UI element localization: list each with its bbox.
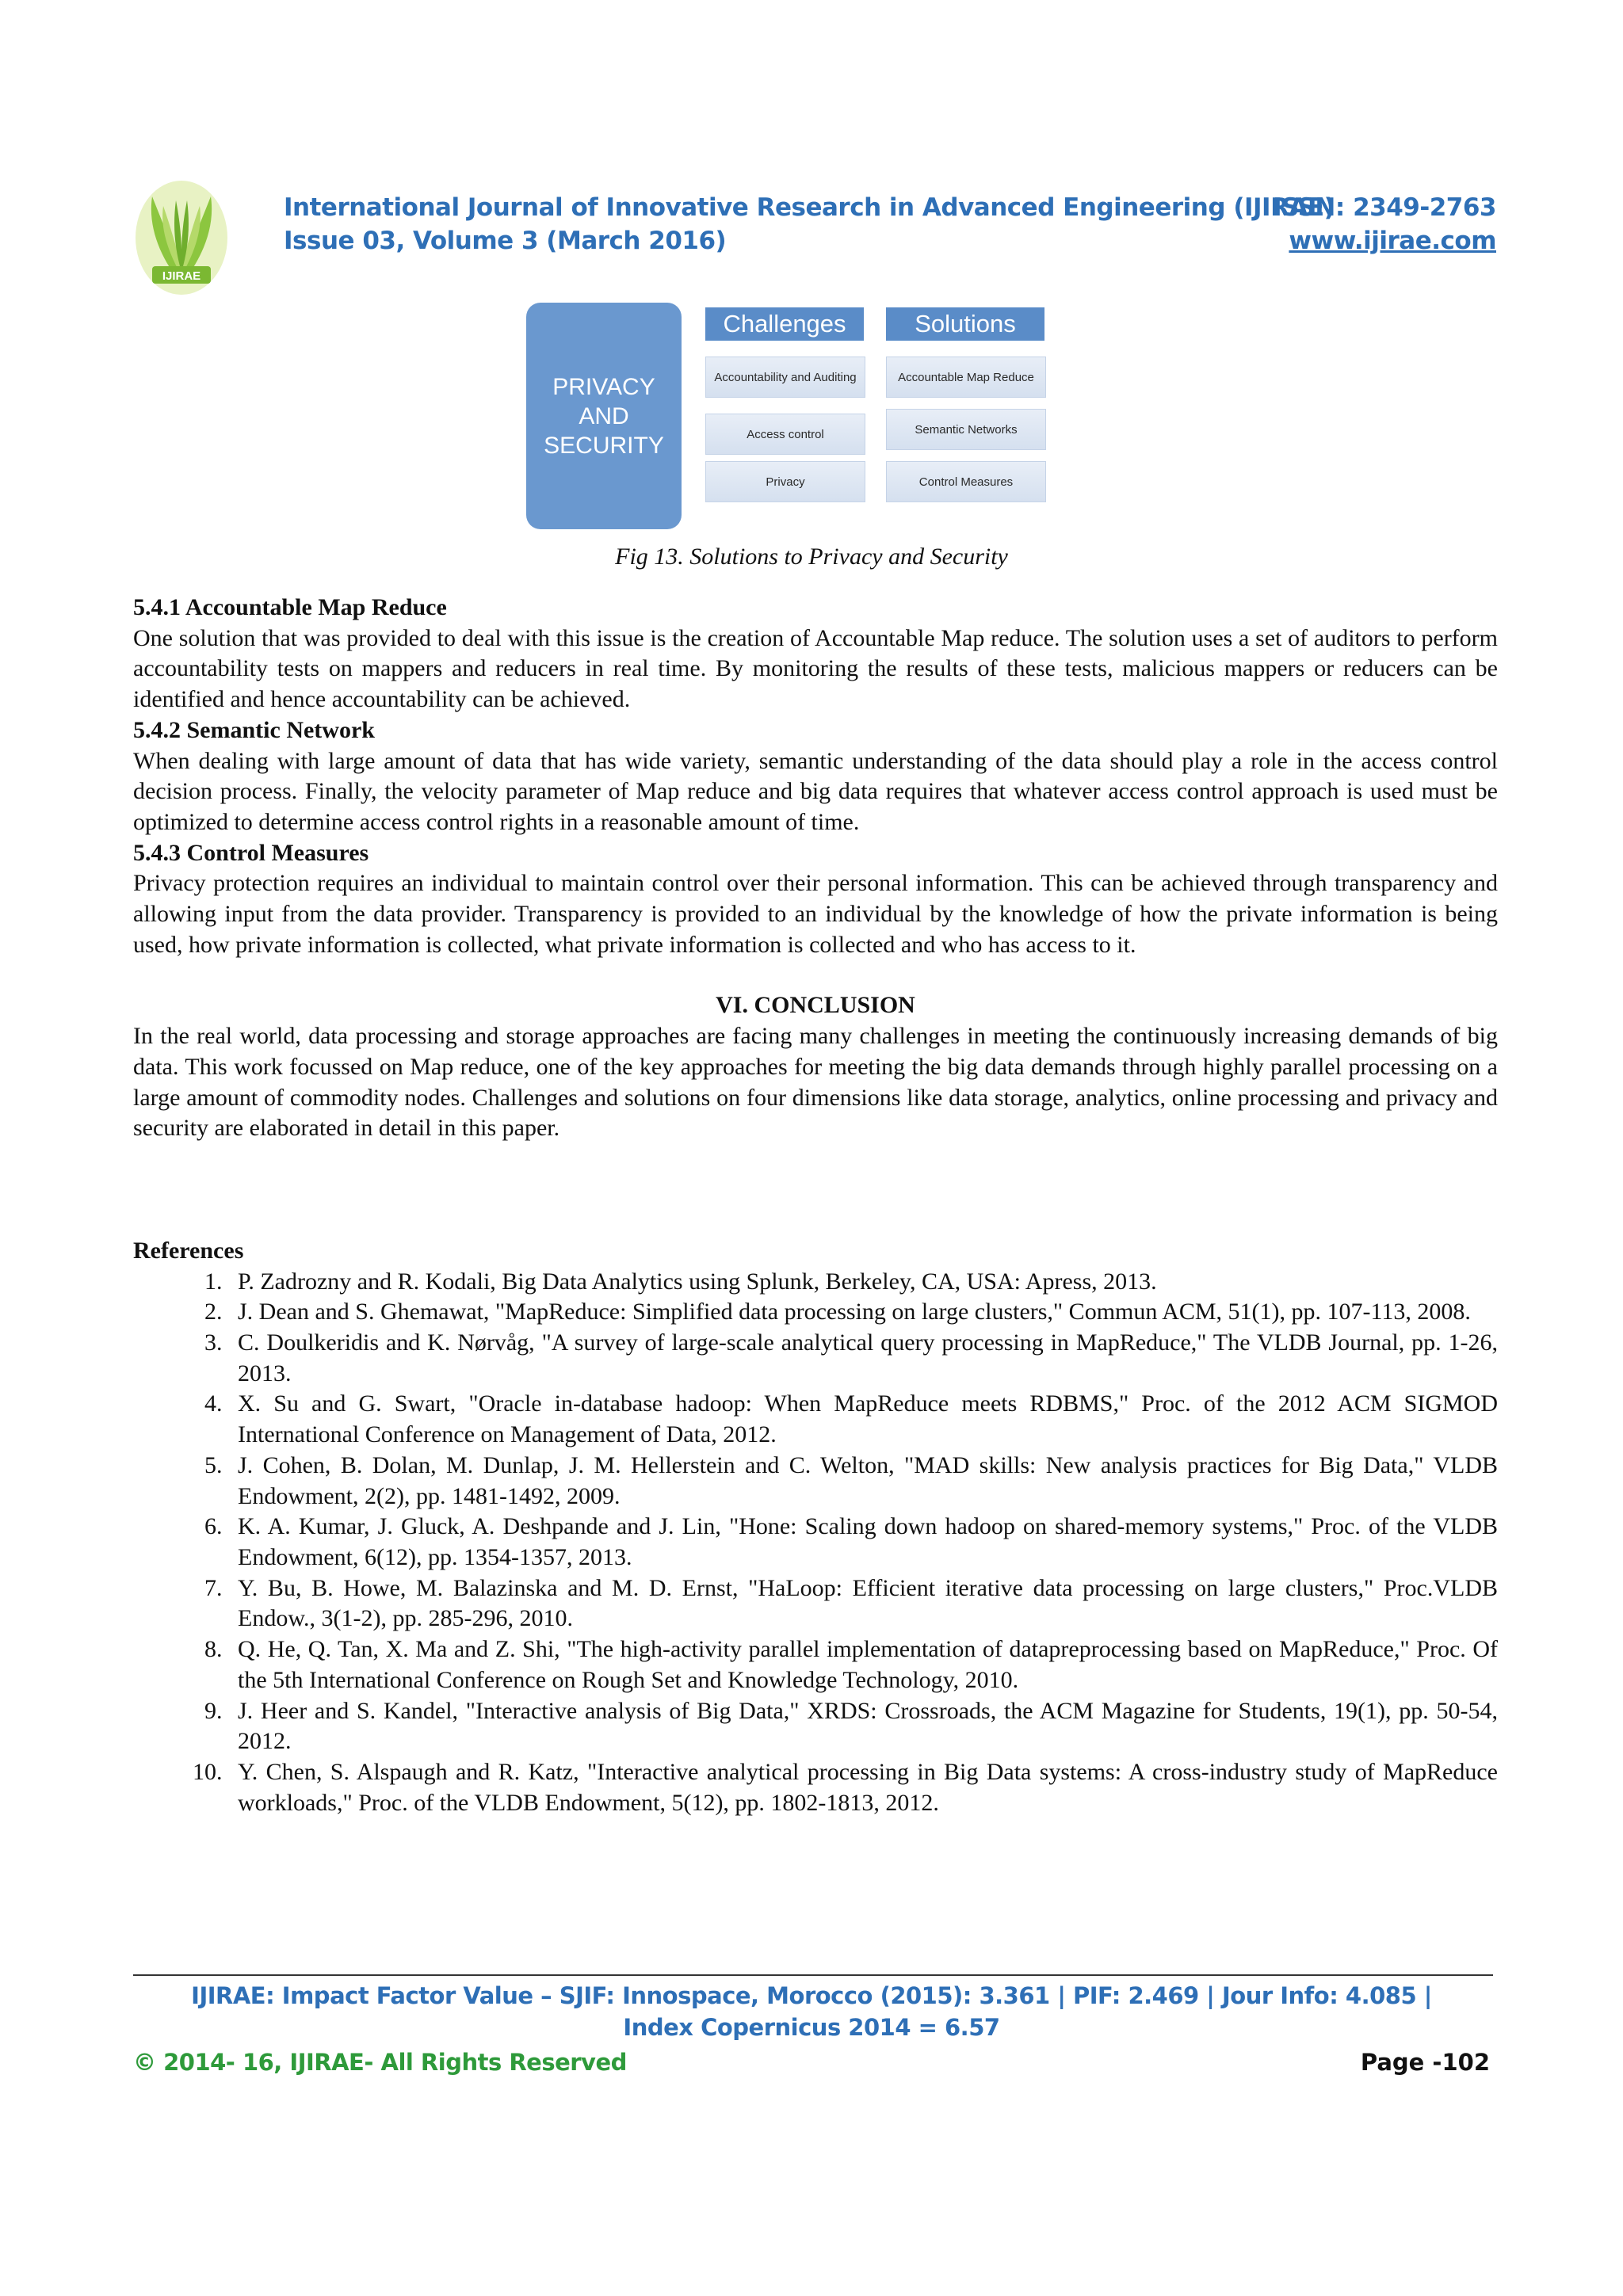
section-paragraph: When dealing with large amount of data that has wide variety, semantic understanding of the data should play a role in the access control decision process. Finally, the velocity parameter of Map reduce and big data requires that whatever access control approach is used must be optimized to determine access control rights in a reasonable amount of time.: [133, 747, 1498, 835]
reference-item: 1. P. Zadrozny and R. Kodali, Big Data Analytics using Splunk, Berkeley, CA, USA: Apress, 2013.: [228, 1267, 1498, 1298]
reference-item: 3. C. Doulkeridis and K. Nørvåg, "A survey of large-scale analytical query processing in MapReduce," The VLDB Journal, pp. 1-26, 2013.: [228, 1328, 1498, 1389]
section-paragraph: Privacy protection requires an individual to maintain control over their personal information. This can be achieved through transparency and allowing input from the data provider. Transparency is provided to an individual by the knowledge of how the private information is being used, how private information is collected, what private information is collected and who has access to it.: [133, 870, 1498, 958]
reference-item: 7. Y. Bu, B. Howe, M. Balazinska and M. D. Ernst, "HaLoop: Efficient iterative data processing on large clusters," Proc.VLDB Endow., 3(1-2), pp. 285-296, 2010.: [228, 1573, 1498, 1634]
solution-box: Semantic Networks: [886, 409, 1046, 450]
journal-title: International Journal of Innovative Research in Advanced Engineering (IJIRAE): [284, 193, 1335, 222]
figure-caption: Fig 13. Solutions to Privacy and Security: [615, 543, 1008, 570]
svg-text:IJIRAE: IJIRAE: [162, 269, 201, 283]
website-link[interactable]: www.ijirae.com: [1289, 227, 1496, 255]
references-list: [133, 1267, 1498, 1819]
issn: ISSN: 2349-2763: [1273, 193, 1496, 222]
challenge-box: Access control: [705, 414, 865, 455]
solution-box: Control Measures: [886, 461, 1046, 502]
reference-item: 6. K. A. Kumar, J. Gluck, A. Deshpande and J. Lin, "Hone: Scaling down hadoop on shared-memory systems," Proc. of the VLDB Endowment, 6(12), pp. 1354-1357, 2013.: [228, 1512, 1498, 1573]
article-body: [133, 593, 1498, 1818]
solution-box: Accountable Map Reduce: [886, 357, 1046, 398]
reference-item: 5. J. Cohen, B. Dolan, M. Dunlap, J. M. Hellerstein and C. Welton, "MAD skills: New analysis practices for Big Data," VLDB Endowment, 2(2), pp. 1481-1492, 2009.: [228, 1451, 1498, 1512]
index-copernicus-info: Index Copernicus 2014 = 6.57: [623, 2014, 1000, 2041]
privacy-security-diagram: [526, 303, 1049, 532]
reference-item: 4. X. Su and G. Swart, "Oracle in-database hadoop: When MapReduce meets RDBMS," Proc. of the 2012 ACM SIGMOD International Conference on Management of Data, 2012.: [228, 1389, 1498, 1450]
reference-item: 8. Q. He, Q. Tan, X. Ma and Z. Shi, "The high-activity parallel implementation of datapreprocessing based on MapReduce," Proc. Of the 5th International Conference on Rough Set and Knowledge Technology, 2010.: [228, 1634, 1498, 1695]
solutions-header: Solutions: [886, 307, 1044, 341]
reference-item: 2. J. Dean and S. Ghemawat, "MapReduce: Simplified data processing on large clusters," Commun ACM, 51(1), pp. 107-113, 2008.: [228, 1297, 1498, 1328]
section-paragraph: One solution that was provided to deal with this issue is the creation of Accountable Map reduce. The solution uses a set of auditors to perform accountability tests on mappers and reducers in real time. By monitoring the results of these tests, malicious mappers or reducers can be identified and hence accountability can be achieved.: [133, 624, 1498, 713]
issue-info: Issue 03, Volume 3 (March 2016): [284, 227, 727, 255]
ijirae-logo: [130, 165, 233, 298]
copyright: © 2014- 16, IJIRAE- All Rights Reserved: [133, 2049, 627, 2076]
challenge-box: Accountability and Auditing: [705, 357, 865, 398]
reference-item: 10. Y. Chen, S. Alspaugh and R. Katz, "Interactive analytical processing in Big Data systems: A cross-industry study of MapReduce workloads," Proc. of the VLDB Endowment, 5(12), pp. 1802-1813, 2012.: [228, 1757, 1498, 1818]
page-number: Page -102: [1360, 2049, 1490, 2076]
reference-item: 9. J. Heer and S. Kandel, "Interactive analysis of Big Data," XRDS: Crossroads, the ACM Magazine for Students, 19(1), pp. 50-54, 2012.: [228, 1696, 1498, 1757]
section-heading: 5.4.3 Control Measures: [133, 839, 369, 866]
challenge-box: Privacy: [705, 461, 865, 502]
section-heading: 5.4.2 Semantic Network: [133, 716, 375, 743]
footer-divider: [133, 1974, 1493, 1976]
conclusion-heading: VI. CONCLUSION: [716, 992, 915, 1019]
references-title: References: [133, 1237, 244, 1264]
diagram-main-box: PRIVACY AND SECURITY: [526, 303, 682, 529]
conclusion-paragraph: In the real world, data processing and storage approaches are facing many challenges in meeting the continuously increasing demands of big data. This work focussed on Map reduce, one of the key approaches for meeting the big data demands through highly parallel processing on a large amount of commodity nodes. Challenges and solutions on four dimensions like data storage, analytics, online processing and privacy and security are elaborated in detail in this paper.: [133, 1023, 1498, 1142]
challenges-header: Challenges: [705, 307, 864, 341]
impact-factor-info: IJIRAE: Impact Factor Value – SJIF: Innospace, Morocco (2015): 3.361 | PIF: 2.469 | Jour Info: 4.085 |: [191, 1982, 1432, 2009]
section-heading: 5.4.1 Accountable Map Reduce: [133, 594, 447, 620]
